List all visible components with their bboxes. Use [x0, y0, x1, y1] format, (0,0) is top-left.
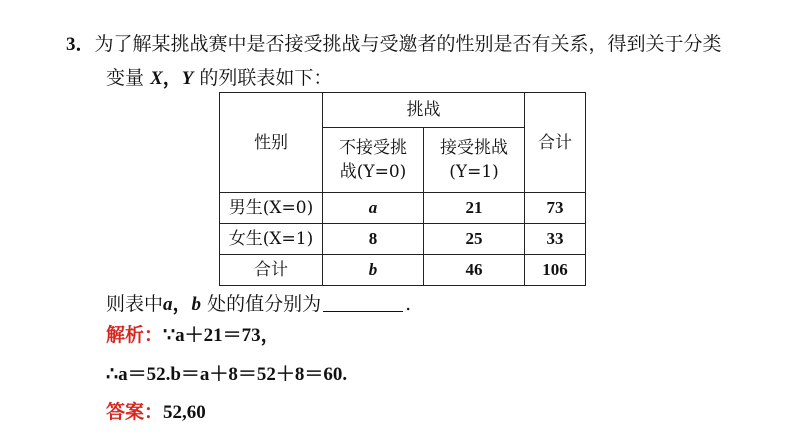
- variable-x: X: [150, 68, 163, 89]
- prompt-line: [106, 291, 411, 318]
- cell-value: 21: [424, 193, 525, 224]
- table-row: [220, 255, 586, 286]
- cell-total: 73: [525, 193, 586, 224]
- contingency-table: [219, 92, 586, 286]
- table-row: [220, 224, 586, 255]
- cell-value: 46: [424, 255, 525, 286]
- analysis-text-1: ∵a＋21＝73，: [163, 325, 280, 346]
- row-label: 合计: [220, 255, 323, 286]
- header-challenge: 挑战: [323, 93, 525, 128]
- cell-total: 33: [525, 224, 586, 255]
- answer-blank: [323, 293, 403, 312]
- question-line-2: [106, 65, 332, 92]
- variable-a: a: [163, 294, 173, 315]
- cell-value: b: [323, 255, 424, 286]
- cell-total: 106: [525, 255, 586, 286]
- table-row: [220, 193, 586, 224]
- header-gender: 性别: [220, 93, 323, 193]
- variable-y: Y: [181, 68, 194, 89]
- question-comma: ，: [162, 68, 182, 89]
- question-text-1: 为了解某挑战赛中是否接受挑战与受邀者的性别是否有关系，得到关于分类: [94, 33, 722, 55]
- variable-b: b: [191, 294, 202, 315]
- prompt-text-b: 处的值分别为: [207, 293, 322, 315]
- question-number: 3．: [66, 34, 95, 55]
- question-text-2a: 变量: [106, 67, 145, 89]
- analysis-line-2: [106, 361, 347, 388]
- row-label: 女生(X=1): [220, 224, 323, 255]
- cell-value: 8: [323, 224, 424, 255]
- analysis-label: 解析：: [106, 324, 164, 346]
- answer-line: [106, 399, 206, 426]
- prompt-text-a: 则表中: [106, 293, 164, 315]
- question-text-2b: 的列联表如下：: [199, 67, 333, 89]
- header-accept-line-1: 接受挑战: [440, 138, 508, 158]
- cell-value: a: [323, 193, 424, 224]
- question-line-1: [66, 31, 722, 58]
- prompt-comma: ，: [172, 294, 192, 315]
- header-not-accept-line-1: 不接受挑: [339, 138, 407, 158]
- analysis-text-2: ∴a＝52.b＝a＋8＝52＋8＝60.: [106, 364, 348, 385]
- analysis-line-1: [106, 322, 280, 349]
- header-accept-line-2: (Y=1): [449, 162, 499, 182]
- header-not-accept-line-2: 战(Y=0): [339, 162, 407, 182]
- cell-value: 25: [424, 224, 525, 255]
- table-header-row-1: [220, 93, 586, 128]
- header-accept: [424, 128, 525, 193]
- answer-value: 52,60: [163, 402, 206, 423]
- prompt-end: .: [405, 293, 412, 315]
- header-not-accept: [323, 128, 424, 193]
- header-total: 合计: [525, 93, 586, 193]
- answer-label: 答案：: [106, 401, 164, 423]
- row-label: 男生(X=0): [220, 193, 323, 224]
